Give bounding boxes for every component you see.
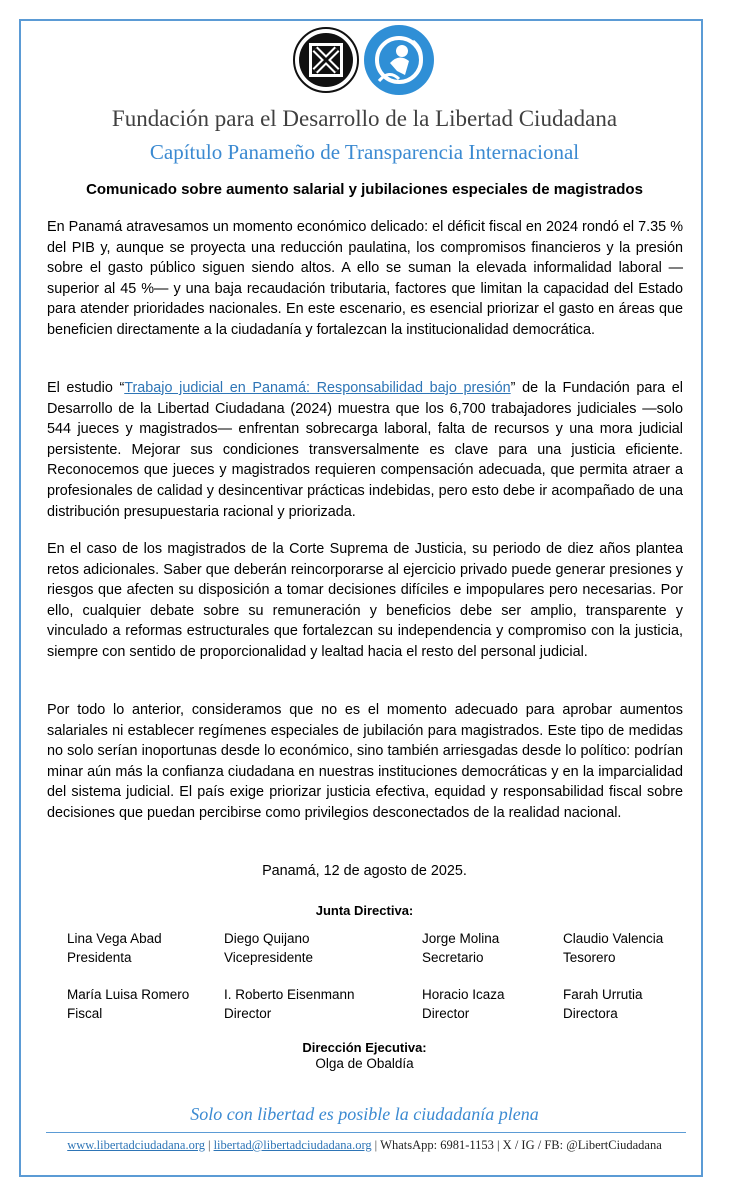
paragraph-2 — [47, 378, 683, 542]
board-member — [224, 929, 313, 967]
board-member — [67, 985, 189, 1023]
board-member — [224, 985, 355, 1023]
contact-info: WhatsApp: 6981-1153 | X / IG / FB: @LibertCiudadana — [380, 1138, 662, 1152]
transparency-international-logo-icon — [363, 23, 435, 97]
member-name: Horacio Icaza — [422, 987, 505, 1002]
organization-name: Fundación para el Desarrollo de la Libertad Ciudadana — [111, 106, 618, 131]
board-member — [563, 985, 643, 1023]
member-role: Tesorero — [563, 950, 616, 965]
footer-divider — [46, 1132, 686, 1133]
member-role: Fiscal — [67, 1006, 103, 1021]
member-role: Directora — [563, 1006, 618, 1021]
member-role: Presidenta — [67, 950, 132, 965]
paragraph-3 — [47, 539, 683, 683]
board-member — [422, 985, 505, 1023]
paragraph-text: En el caso de los magistrados de la Corte Suprema de Justicia, su periodo de diez años plantea retos adicionales. Saber que deberán reincorporarse al ejercicio privado puede generar presiones y riesgos que afecten su disposición a tomar decisiones difíciles e impopulares pero necesarias. Por ello, cualquier debate sobre su remuneración y beneficios debe ser amplio, transparente y vinculado a reformas estructurales que fortalezcan su independencia y compromiso con la justicia, siempre con sentido de proporcionalidad y lealtad hacia el resto del personal judicial. — [47, 541, 683, 660]
board-heading: Junta Directiva: — [315, 903, 414, 918]
document-date: Panamá, 12 de agosto de 2025. — [262, 863, 467, 879]
footer-separator: | — [208, 1138, 211, 1152]
email-link[interactable]: libertad@libertadciudadana.org — [213, 1138, 372, 1152]
member-name: Lina Vega Abad — [67, 931, 162, 946]
member-name: Diego Quijano — [224, 931, 310, 946]
paragraph-text: El estudio “ — [47, 380, 125, 396]
footer — [0, 1138, 729, 1153]
paragraph-text: ” de la Fundación para el Desarrollo de la Libertad Ciudadana (2024) muestra que los 6,700 trabajadores judiciales —solo 544 jueces y magistrados— enfrentan sobrecarga laboral, falta de recursos y una mora judicial persistente. Mejorar sus condiciones transversalmente es clave para una justicia eficiente. Reconocemos que jueces y magistrados requieren compensación adecuada, que permita atraer a profesionales de calidad y desincentivar prácticas indebidas, pero esto debe ir acompañado de una distribución presupuestaria racional y priorizada. — [47, 380, 683, 520]
organization-subtitle: Capítulo Panameño de Transparencia Internacional — [149, 140, 580, 164]
member-role: Vicepresidente — [224, 950, 314, 965]
member-name: María Luisa Romero — [67, 987, 190, 1002]
paragraph-4 — [47, 700, 683, 844]
board-member — [563, 929, 663, 967]
executive-director-name: Olga de Obaldía — [315, 1056, 414, 1071]
member-role: Director — [224, 1006, 272, 1021]
website-link[interactable]: www.libertadciudadana.org — [67, 1138, 206, 1152]
footer-separator: | — [374, 1138, 378, 1152]
paragraph-text: En Panamá atravesamos un momento económico delicado: el déficit fiscal en 2024 rondó el 7.35 % del PIB y, aunque se proyecta una reducción paulatina, los compromisos financieros y la presión sobre el gasto público siguen siendo altos. A ello se suman la elevada informalidad laboral —superior al 45 %— y una baja recaudación tributaria, factores que limitan la capacidad del Estado para atender prioridades nacionales. En este escenario, es esencial priorizar el gasto en áreas que beneficien directamente a la ciudadanía y fortalezcan la institucionalidad democrática. — [47, 219, 683, 338]
paragraph-1 — [47, 217, 683, 361]
member-role: Secretario — [422, 950, 484, 965]
member-role: Director — [422, 1006, 470, 1021]
member-name: Jorge Molina — [422, 931, 500, 946]
member-name: Claudio Valencia — [563, 931, 664, 946]
logo-area — [0, 23, 729, 105]
member-name: I. Roberto Eisenmann — [224, 987, 355, 1002]
paragraph-text: Por todo lo anterior, consideramos que no es el momento adecuado para aprobar aumentos salariales ni establecer regímenes especiales de jubilación para magistrados. Este tipo de medidas no solo serían inoportunas desde lo económico, sino también arriesgadas desde lo político: podrían minar aún más la confianza ciudadana en nuestras instituciones democráticas y en la imparcialidad del sistema judicial. El país exige priorizar justicia efectiva, equidad y responsabilidad fiscal sobre decisiones que puedan percibirse como privilegios desconectados de la realidad nacional. — [47, 702, 683, 821]
executive-heading: Dirección Ejecutiva: — [302, 1040, 427, 1055]
board-member — [422, 929, 499, 967]
member-name: Farah Urrutia — [563, 987, 643, 1002]
document-title: Comunicado sobre aumento salarial y jubilaciones especiales de magistrados — [86, 181, 643, 198]
study-link[interactable]: Trabajo judicial en Panamá: Responsabilidad bajo presión — [124, 380, 511, 396]
motto: Solo con libertad es posible la ciudadanía plena — [190, 1104, 539, 1124]
foundation-logo-icon — [293, 27, 359, 93]
board-member — [67, 929, 162, 967]
